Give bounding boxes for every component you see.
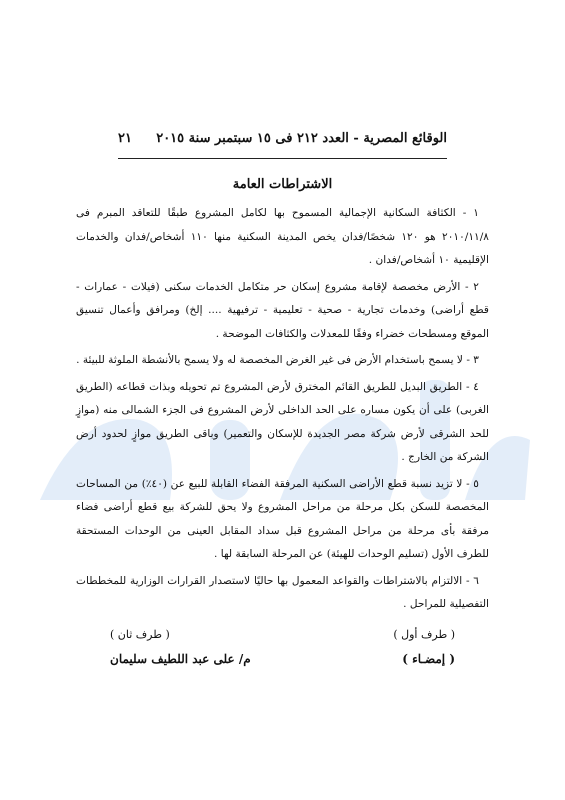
clause-5: ٥ - لا تزيد نسبة قطع الأراضى السكنية المرفقة الفضاء القابلة للبيع عن (٤٠٪) من المساحات المخصصة للسكن بكل مرحلة من مراحل المشروع ولا يحق للشركة بيع قطع أراضى فضاء مرفقة بأى مرحلة من مراحل المشروع قبل سداد المقابل العينى من الوحدات المستحقة للطرف الأول (تسليم الوحدات للهيئة) عن المرحلة السابقة لها . xyxy=(76,477,489,560)
clause-4: ٤ - الطريق البديل للطريق القائم المخترق لأرض المشروع تم تحويله وبذات قطاعه (الطريق الغربى) على أن يكون مساره على الحد الداخلى لأرض المشروع فى الجزء الشمالى منه (موازٍ للحد الشرقى لأرض شركة مصر الجديدة للإسكان والتعمير) وباقى الطريق موازٍ لحدود أرض الشركة من الخارج . xyxy=(76,380,489,463)
header-divider xyxy=(118,158,447,159)
clause-2: ٢ - الأرض مخصصة لإقامة مشروع إسكان حر متكامل الخدمات سكنى (فيلات - عمارات - قطع أراضى) وخدمات تجارية - صحية - تعليمية - ترفيهية .... إلخ) ومرافق وأعمال تنسيق الموقع ومسطحات خضراء وفقًا للمعدلات والكثافات الموضحة . xyxy=(76,280,489,340)
page-number: ٢١ xyxy=(118,131,132,146)
signature-row xyxy=(110,652,455,666)
first-party-label: ( طرف أول ) xyxy=(393,628,455,641)
section-title: الاشتراطات العامة xyxy=(232,177,333,192)
signature-label: ( إمضـاء ) xyxy=(402,652,455,666)
second-party-label: ( طرف ثان ) xyxy=(110,628,170,641)
clauses-body xyxy=(76,202,489,620)
header-title: الوقائع المصرية - العدد ٢١٢ فى ١٥ سبتمبر سنة ٢٠١٥ xyxy=(156,131,447,146)
party-labels xyxy=(110,628,455,641)
clause-6: ٦ - الالتزام بالاشتراطات والقواعد المعمول بها حاليًا لاستصدار القرارات الوزارية للمخططات التفصيلية للمراحل . xyxy=(76,574,489,610)
clause-3: ٣ - لا يسمح باستخدام الأرض فى غير الغرض المخصصة له ولا يسمح بالأنشطة الملوثة للبيئة . xyxy=(76,354,479,366)
page-header xyxy=(118,131,447,146)
clause-1: ١ - الكثافة السكانية الإجمالية المسموح بها لكامل المشروع طبقًا للتعاقد المبرم فى ٢٠١٠/١١/٨ هو ١٢٠ شخصًا/فدان يخص المدينة السكنية منها ١١٠ أشخاص/فدان والخدمات الإقليمية ١٠ أشخاص/فدان . xyxy=(76,207,489,266)
signatory-name: م/ على عبد اللطيف سليمان xyxy=(110,652,251,666)
